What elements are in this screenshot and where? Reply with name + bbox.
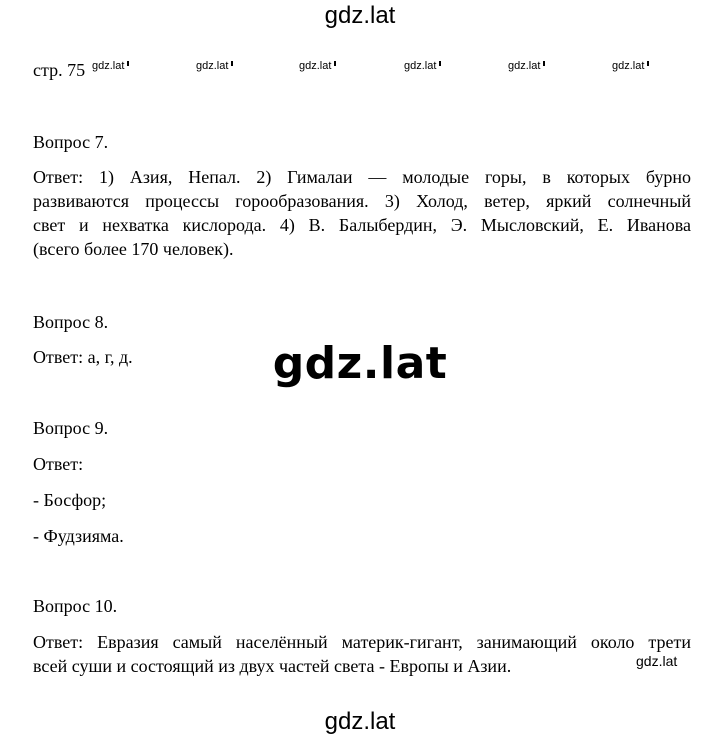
watermark-small: gdz.lat	[196, 60, 233, 72]
question-7-answer	[33, 165, 691, 261]
watermark-small: gdz.lat	[404, 60, 441, 72]
question-9-answer: Ответ:	[33, 454, 84, 474]
watermark-right: gdz.lat	[636, 653, 678, 669]
answer-line: всей суши и состоящий из двух частей света - Европы и Азии.	[33, 656, 512, 676]
question-10-answer	[33, 630, 691, 678]
question-7-title: Вопрос 7.	[33, 132, 109, 152]
list-item: - Босфор;	[33, 490, 107, 510]
question-9-title: Вопрос 9.	[33, 418, 109, 438]
watermark-small: gdz.lat	[508, 60, 545, 72]
watermark-bottom: gdz.lat	[324, 708, 396, 735]
watermark-small: gdz.lat	[92, 60, 129, 72]
answer-line: (всего более 170 человек).	[33, 239, 234, 259]
answer-line: Ответ: 1) Азия, Непал. 2) Гималаи — молодые горы, в которых бурно	[33, 167, 691, 187]
question-8-title: Вопрос 8.	[33, 312, 109, 332]
watermark-top: gdz.lat	[324, 2, 396, 29]
page-number: стр. 75	[33, 60, 86, 80]
list-item: - Фудзияма.	[33, 526, 124, 546]
watermark-center: gdz.lat	[272, 338, 448, 389]
answer-line: развиваются процессы горообразования. 3) Холод, ветер, яркий солнечный	[33, 191, 691, 211]
watermark-small: gdz.lat	[612, 60, 649, 72]
question-8-answer: Ответ: а, г, д.	[33, 347, 133, 367]
watermark-small: gdz.lat	[299, 60, 336, 72]
question-10-title: Вопрос 10.	[33, 596, 118, 616]
answer-line: Ответ: Евразия самый населённый материк-гигант, занимающий около трети	[33, 632, 691, 652]
answer-line: свет и нехватка кислорода. 4) В. Балыбердин, Э. Мысловский, Е. Иванова	[33, 215, 691, 235]
